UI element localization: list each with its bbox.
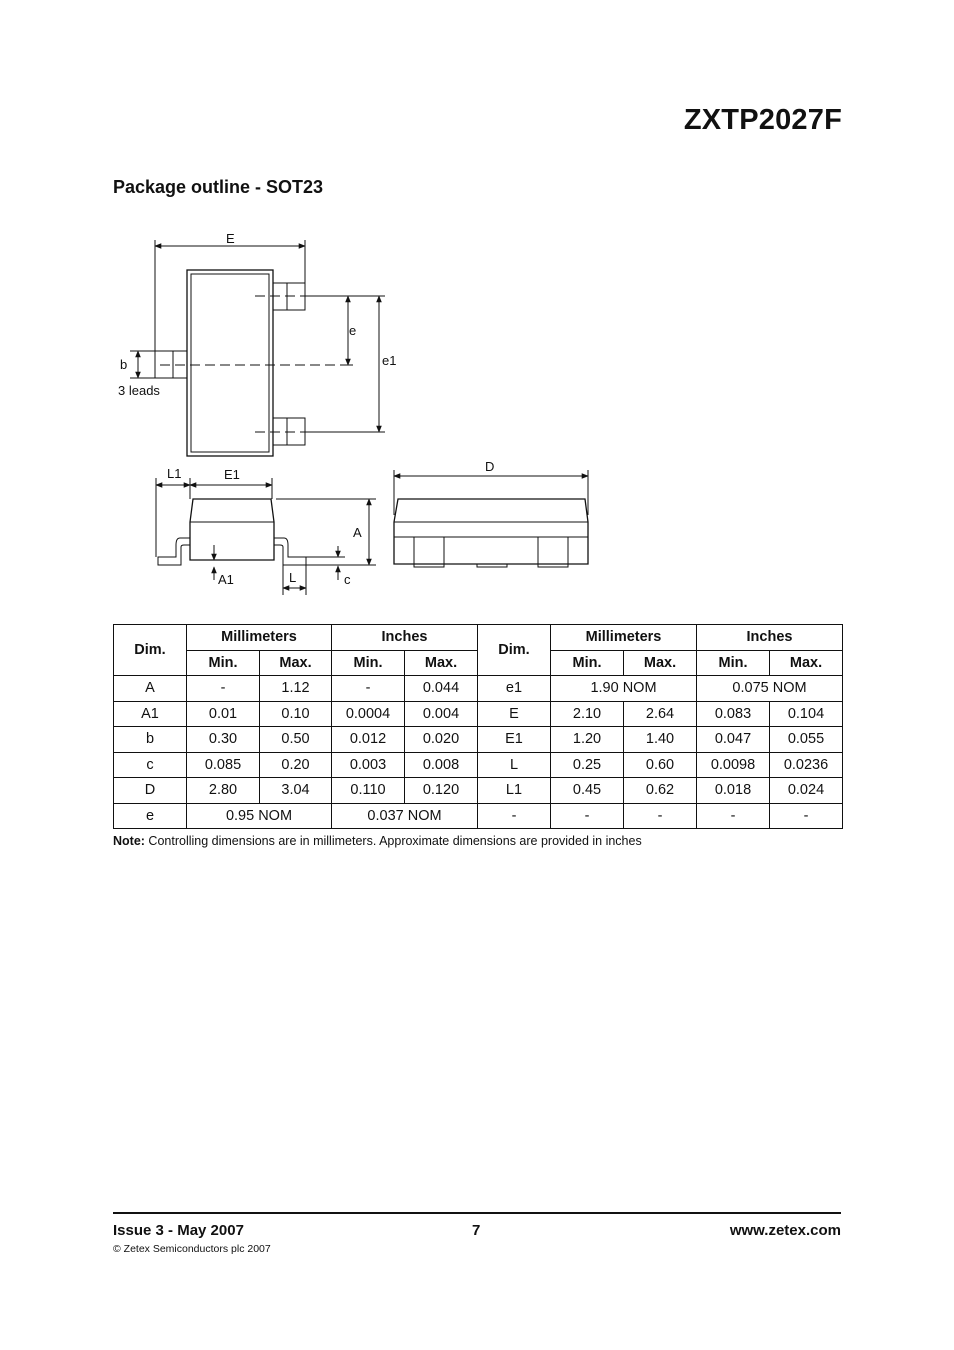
table-cell: 0.01 [187,701,260,727]
table-cell: 0.055 [770,727,843,753]
table-cell: 0.047 [697,727,770,753]
table-cell: 0.075 NOM [697,676,843,702]
subheader-cell: Min. [551,650,624,676]
table-cell: 0.004 [405,701,478,727]
package-outline-drawing [0,0,954,620]
label-c: c [344,572,351,587]
table-cell: 1.40 [624,727,697,753]
table-cell: 0.0098 [697,752,770,778]
table-cell: - [478,803,551,829]
table-cell: 0.20 [260,752,332,778]
table-cell: 0.012 [332,727,405,753]
table-cell: 0.95 NOM [187,803,332,829]
subheader-cell: Min. [332,650,405,676]
table-row [114,803,843,829]
table-cell: - [697,803,770,829]
table-cell: 1.20 [551,727,624,753]
table-cell: 0.085 [187,752,260,778]
label-3-leads: 3 leads [118,383,160,398]
table-cell: 0.25 [551,752,624,778]
table-cell: 0.003 [332,752,405,778]
table-cell: 1.12 [260,676,332,702]
table-cell: 0.60 [624,752,697,778]
table-cell: 0.62 [624,778,697,804]
footer-divider [113,1212,841,1214]
table-cell: - [187,676,260,702]
table-cell: c [114,752,187,778]
table-cell: 1.90 NOM [551,676,697,702]
table-cell: e [114,803,187,829]
table-note [113,834,642,848]
label-e: e [349,323,357,338]
label-D: D [485,459,495,474]
table-cell: E1 [478,727,551,753]
table-cell: 0.104 [770,701,843,727]
table-row [114,676,843,702]
top-view-body [187,270,273,456]
table-cell: 3.04 [260,778,332,804]
table-cell: 0.50 [260,727,332,753]
table-cell: 2.10 [551,701,624,727]
subheader-cell: Min. [697,650,770,676]
table-cell: L [478,752,551,778]
table-cell: 0.020 [405,727,478,753]
label-b: b [120,357,128,372]
table-header-row [114,625,843,651]
table-cell: D [114,778,187,804]
front-view-body [394,499,588,564]
table-cell: 2.80 [187,778,260,804]
section-title: Package outline - SOT23 [113,177,324,197]
header-dim-2: Dim. [478,625,551,676]
header-millimeters-2: Millimeters [551,625,697,651]
table-cell: L1 [478,778,551,804]
table-cell: 0.083 [697,701,770,727]
header-dim: Dim. [114,625,187,676]
footer-copyright: © Zetex Semiconductors plc 2007 [113,1243,271,1255]
table-cell: A1 [114,701,187,727]
table-cell: 0.30 [187,727,260,753]
table-cell: 0.10 [260,701,332,727]
table-cell: e1 [478,676,551,702]
label-A: A [353,525,362,540]
side-view-body [190,499,274,560]
header-inches: Inches [332,625,478,651]
subheader-cell: Max. [405,650,478,676]
table-row [114,701,843,727]
footer-website: www.zetex.com [729,1222,841,1239]
table-cell: 0.110 [332,778,405,804]
note-label: Note: [113,834,145,848]
table-cell: 0.008 [405,752,478,778]
table-cell: - [624,803,697,829]
table-cell: E [478,701,551,727]
table-row [114,752,843,778]
subheader-cell: Max. [770,650,843,676]
label-E1: E1 [224,467,240,482]
header-millimeters: Millimeters [187,625,332,651]
label-e1: e1 [382,353,397,368]
note-text: Controlling dimensions are in millimeters. Approximate dimensions are provided in inches [144,834,642,848]
table-cell: 0.037 NOM [332,803,478,829]
table-cell: - [332,676,405,702]
table-cell: 0.45 [551,778,624,804]
table-cell: - [770,803,843,829]
table-cell: 0.044 [405,676,478,702]
table-cell: 0.0236 [770,752,843,778]
subheader-cell: Max. [624,650,697,676]
table-cell: b [114,727,187,753]
table-cell: 0.018 [697,778,770,804]
label-L: L [289,570,297,585]
label-L1: L1 [167,466,182,481]
table-cell: 0.120 [405,778,478,804]
footer-page-number: 7 [472,1222,481,1239]
table-row [114,727,843,753]
header-inches-2: Inches [697,625,843,651]
table-cell: A [114,676,187,702]
label-A1: A1 [218,572,234,587]
table-cell: 0.0004 [332,701,405,727]
table-row [114,778,843,804]
footer-issue: Issue 3 - May 2007 [113,1222,244,1239]
part-number: ZXTP2027F [683,104,842,136]
table-cell: 0.024 [770,778,843,804]
subheader-cell: Min. [187,650,260,676]
table-cell: - [551,803,624,829]
table-cell: 2.64 [624,701,697,727]
subheader-cell: Max. [260,650,332,676]
dimensions-table [113,624,843,829]
label-E: E [226,231,235,246]
